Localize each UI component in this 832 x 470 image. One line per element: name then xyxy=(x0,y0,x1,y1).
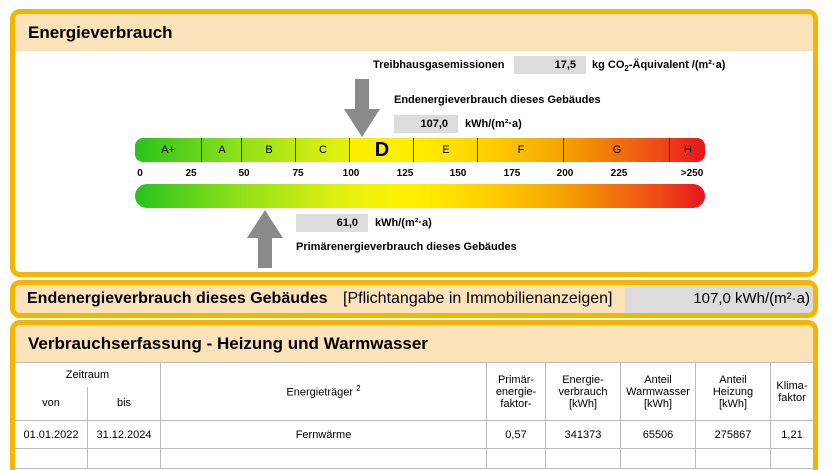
header-primaer: Primär- energie- faktor- xyxy=(487,363,546,421)
tick-label: 150 xyxy=(449,168,467,179)
header-energietraeger: Energieträger $^2$ xyxy=(161,363,487,421)
header-klimafaktor: Klima- faktor xyxy=(771,363,814,421)
end-energy-label: Endenergieverbrauch dieses Gebäudes xyxy=(394,94,601,106)
cell-primaer: 0,57 xyxy=(487,421,546,449)
ghg-label: Treibhausgasemissionen xyxy=(373,59,505,71)
cell-klima: 1,21 xyxy=(771,421,814,449)
tick-label: 200 xyxy=(556,168,574,179)
header-energieverbrauch: Energie- verbrauch [kWh] xyxy=(546,363,621,421)
cell-empty xyxy=(487,449,546,469)
class-a-plus: A+ xyxy=(161,144,175,156)
tick-label: >250 xyxy=(680,168,704,179)
header-bis: bis xyxy=(88,387,161,421)
consumption-record-panel xyxy=(10,320,818,470)
table-row xyxy=(15,421,813,449)
end-energy-value: 107,0 xyxy=(394,115,458,133)
cell-energietraeger: Fernwärme xyxy=(161,421,487,449)
header-anteil-warmwasser: Anteil Warmwasser [kWh] xyxy=(621,363,696,421)
consumption-table xyxy=(15,362,813,469)
cell-empty xyxy=(15,449,88,469)
class-e: E xyxy=(413,138,478,162)
class-c: C xyxy=(295,138,350,162)
record-title: Verbrauchserfassung - Heizung und Warmwasser xyxy=(15,325,813,362)
class-b: B xyxy=(241,138,296,162)
cell-empty xyxy=(88,449,161,469)
tick-label: 125 xyxy=(396,168,414,179)
tick-label: 25 xyxy=(185,168,197,179)
end-energy-summary-panel xyxy=(10,280,818,318)
panel-title: Energieverbrauch xyxy=(15,14,813,51)
cell-warmwasser: 65506 xyxy=(621,421,696,449)
tick-label: 50 xyxy=(238,168,250,179)
primary-energy-label: Primärenergieverbrauch dieses Gebäudes xyxy=(296,241,517,253)
cell-empty xyxy=(621,449,696,469)
class-g: G xyxy=(563,138,670,162)
energy-class-scale xyxy=(135,138,705,162)
cell-von: 01.01.2022 xyxy=(15,421,88,449)
ghg-unit: kg $CO_2$-Äquivalent /(m²·a) xyxy=(592,59,726,74)
header-zeitraum: Zeitraum xyxy=(15,363,161,387)
tick-label: 75 xyxy=(292,168,304,179)
primary-energy-unit: kWh/(m²·a) xyxy=(375,217,432,229)
cell-bis: 31.12.2024 xyxy=(88,421,161,449)
energy-consumption-panel xyxy=(10,9,818,277)
primary-energy-arrow xyxy=(247,210,283,268)
header-von: von xyxy=(15,387,88,421)
cell-empty xyxy=(771,449,814,469)
summary-note: [Pflichtangabe in Immobilienanzeigen] xyxy=(343,290,613,307)
class-a: A xyxy=(201,138,242,162)
cell-verbrauch: 341373 xyxy=(546,421,621,449)
cell-empty xyxy=(696,449,771,469)
primary-energy-value: 61,0 xyxy=(296,214,368,232)
cell-empty xyxy=(546,449,621,469)
class-d-current: D xyxy=(349,138,414,162)
header-anteil-heizung: Anteil Heizung [kWh] xyxy=(696,363,771,421)
end-energy-arrow xyxy=(344,79,380,137)
tick-label: 225 xyxy=(610,168,628,179)
class-f: F xyxy=(477,138,564,162)
cell-empty xyxy=(161,449,487,469)
summary-title: Endenergieverbrauch dieses Gebäudes xyxy=(27,290,328,307)
ghg-value: 17,5 xyxy=(514,56,586,74)
tick-label: 175 xyxy=(503,168,521,179)
summary-value: 107,0 kWh/(m²·a) xyxy=(625,285,818,313)
tick-label: 0 xyxy=(137,168,143,179)
table-row xyxy=(15,449,813,469)
primary-energy-scale xyxy=(135,184,705,208)
end-energy-unit: kWh/(m²·a) xyxy=(465,118,522,130)
cell-heizung: 275867 xyxy=(696,421,771,449)
tick-label: 100 xyxy=(342,168,360,179)
class-h: H xyxy=(669,138,705,162)
